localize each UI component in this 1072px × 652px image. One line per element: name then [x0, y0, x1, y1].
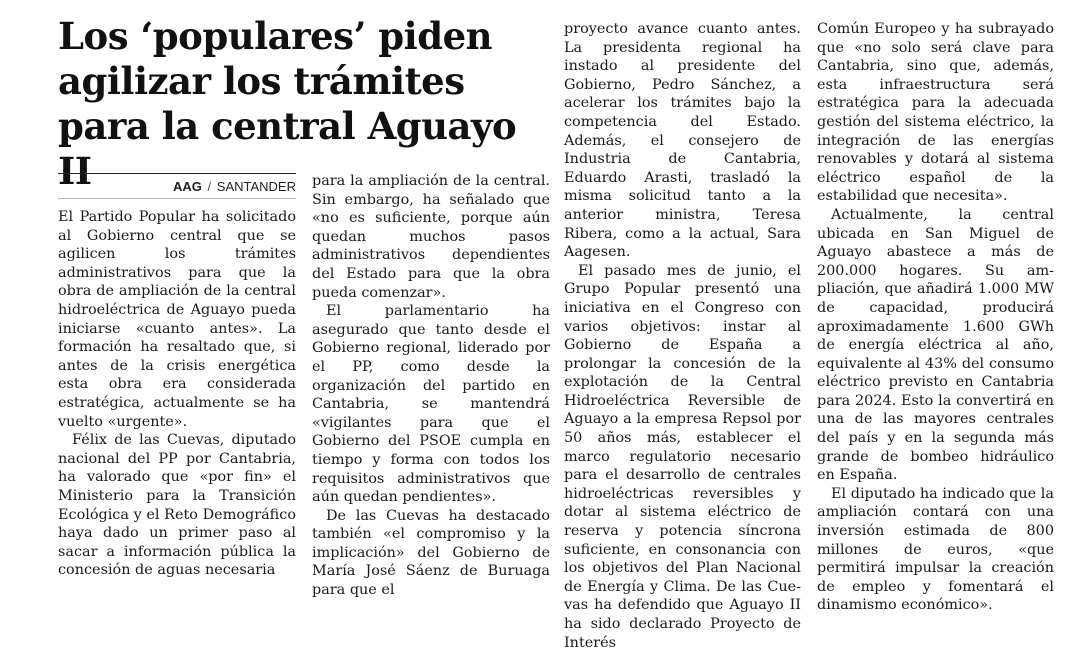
byline-bottom-rule: [58, 198, 296, 199]
byline-author: AAG: [173, 179, 202, 194]
paragraph: Común Europeo y ha subrayado que «no solo será clave para Cantabria, sino que, además, esta infraestructura será estratégica para la adecuada gestión del sistema eléctrico, la integración de las energías renovables y dotará al sistema eléctrico español de la estabilidad que necesita».: [817, 21, 1054, 205]
paragraph: El pasado mes de junio, el Grupo Popular presentó una iniciativa en el Congreso con varios objetivos: instar al Gobierno de España a prolongar la concesión de la explotación de la Central Hidroeléctrica Reversible de Aguayo a la empresa Repsol por 50 años más, establecer el marco regulatorio necesario para el desarrollo de centrales hidroeléctricas reversibles y dotar al sistema eléctrico de reserva y potencia síncrona suficiente, en consonancia con los objetivos del Plan Nacional de Energía y Clima. De las Cuevas ha defendido que Aguayo II ha sido declarado Proyecto de Interés: [564, 262, 801, 651]
paragraph: para la ampliación de la central. Sin embargo, ha señalado que «no es suficiente, porque aún quedan muchos pasos administrativos dependientes del Estado para que la obra pueda comenzar».: [312, 173, 550, 301]
paragraph: Actualmente, la central ubicada en San Miguel de Aguayo abastece a más de 200.000 hogares. Su ampliación, que añadirá 1.000 MW de capacidad, producirá aproximadamente 1.600 GWh de energía eléctrica al año, equivalente al 43% del consumo eléctrico previsto en Cantabria para 2024. Esto la convertirá en una de las mayores centrales del país y en la segunda más grande de bombeo hidráulico en España.: [817, 206, 1054, 484]
paragraph: proyecto avance cuanto antes. La presidenta regional ha instado al presidente del Gobierno, Pedro Sánchez, a acelerar los trámites bajo la competencia del Estado. Además, el consejero de Industria de Cantabria, Eduardo Arasti, trasladó la misma solicitud tanto a la anterior ministra, Teresa Ribera, como a la actual, Sara Aagesen.: [564, 21, 801, 261]
byline-separator: /: [207, 179, 212, 194]
headline: Los ‘populares’ piden agilizar los trámites para la central Aguayo II: [58, 14, 517, 193]
paragraph: El diputado ha indicado que la ampliación contará con una inversión estimada de 800 millones de euros, «que permitirá impulsar la creación de empleo y fomentará el dinamismo económico».: [817, 485, 1054, 614]
article-column-3: [564, 20, 801, 652]
byline-location: SANTANDER: [216, 179, 296, 194]
article-column-4: [817, 20, 1054, 615]
paragraph: Félix de las Cuevas, diputado nacional del PP por Cantabria, ha valorado que «por fin» el Ministerio para la Transición Ecológica y el Reto Demográfico haya dado un primer paso al sacar a información pública la concesión de aguas necesaria: [58, 432, 296, 579]
paragraph: El parlamentario ha asegurado que tanto desde el Gobierno regional, liderado por el PP, como desde la organización del partido en Cantabria, se mantendrá «vigilantes para que el Gobierno del PSOE cumpla en tiempo y forma con todos los requisitos administrativos que aún quedan pendientes».: [312, 303, 550, 506]
byline-top-rule: [58, 173, 296, 174]
byline: [58, 178, 296, 195]
article-column-1: [58, 208, 296, 580]
paragraph: El Partido Popular ha solicitado al Gobierno central que se agilicen los trámites administrativos para que la obra de ampliación de la central hidroeléctrica de Aguayo pueda iniciarse «cuanto antes». La formación ha resaltado que, si antes de la crisis energética esta obra era considerada estratégica, actualmente se ha vuelto «urgente».: [58, 209, 296, 430]
paragraph: De las Cuevas ha destacado también «el compromiso y la implicación» del Gobierno de María José Sáenz de Buruaga para que el: [312, 507, 550, 599]
article-column-2: [312, 172, 550, 600]
